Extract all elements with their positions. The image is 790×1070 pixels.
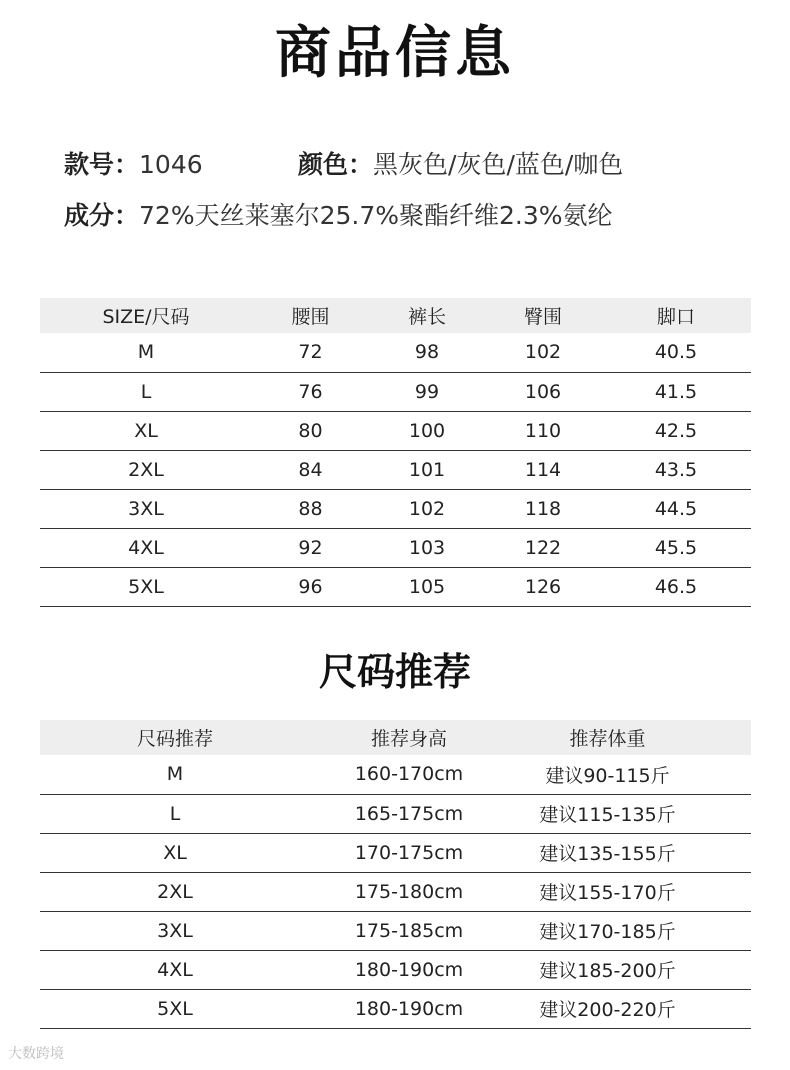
recommendation-spacer-cell — [707, 833, 751, 872]
size-chart-row — [40, 333, 751, 372]
size-chart-cell: 96 — [252, 567, 369, 606]
size-chart-table — [40, 298, 751, 607]
size-chart-cell: 80 — [252, 411, 369, 450]
size-chart-cell: 46.5 — [601, 567, 751, 606]
size-recommendation-table — [40, 720, 751, 1029]
size-chart-cell: 126 — [485, 567, 601, 606]
size-chart-cell: 102 — [369, 489, 485, 528]
size-chart-cell: 106 — [485, 372, 601, 411]
recommendation-cell: 5XL — [40, 989, 310, 1028]
recommendation-header-cell: 推荐身高 — [370, 728, 447, 750]
recommendation-row — [40, 911, 751, 950]
size-chart-cell: L — [40, 372, 252, 411]
size-chart-cell: 3XL — [40, 489, 252, 528]
size-chart-cell: 5XL — [40, 567, 252, 606]
color-value: 黑灰色/灰色/蓝色/咖色 — [373, 150, 624, 179]
recommendation-row — [40, 794, 751, 833]
size-chart-cell: XL — [40, 411, 252, 450]
size-chart-cell: 2XL — [40, 450, 252, 489]
size-chart-row — [40, 567, 751, 606]
recommendation-row — [40, 755, 751, 794]
recommendation-cell: M — [40, 755, 310, 794]
size-chart-cell: 76 — [252, 372, 369, 411]
size-chart-cell: 4XL — [40, 528, 252, 567]
size-chart-cell: 72 — [252, 333, 369, 372]
recommendation-header-cell: 尺码推荐 — [136, 728, 213, 750]
material-label: 成分： — [64, 201, 140, 230]
size-chart-row — [40, 450, 751, 489]
size-chart-cell: 44.5 — [601, 489, 751, 528]
size-chart-cell: 99 — [369, 372, 485, 411]
product-info-line-2 — [64, 199, 613, 233]
recommendation-spacer-cell — [707, 989, 751, 1028]
size-chart-cell: 102 — [485, 333, 601, 372]
recommendation-cell: 建议115-135斤 — [508, 794, 707, 833]
recommendation-cell: 160-170cm — [310, 755, 508, 794]
recommendation-cell: 175-180cm — [310, 872, 508, 911]
recommendation-cell: 建议200-220斤 — [508, 989, 707, 1028]
recommendation-cell: 建议170-185斤 — [508, 911, 707, 950]
size-chart-cell: 110 — [485, 411, 601, 450]
style-number-label: 款号： — [64, 150, 140, 179]
recommendation-cell: XL — [40, 833, 310, 872]
style-number-value: 1046 — [139, 150, 203, 179]
recommendation-cell: 180-190cm — [310, 950, 508, 989]
recommendation-cell: 180-190cm — [310, 989, 508, 1028]
size-chart-cell: 118 — [485, 489, 601, 528]
size-chart-header-cell: 裤长 — [407, 306, 446, 328]
size-chart-header-cell: SIZE/尺码 — [102, 306, 190, 328]
size-chart-cell: 45.5 — [601, 528, 751, 567]
size-chart-cell: 122 — [485, 528, 601, 567]
size-chart-cell: 88 — [252, 489, 369, 528]
size-chart-header-cell: 臀围 — [523, 306, 562, 328]
color-label: 颜色： — [298, 150, 374, 179]
recommendation-row — [40, 872, 751, 911]
size-chart-header-cell: 腰围 — [291, 306, 330, 328]
recommendation-header-cell: 推荐体重 — [569, 728, 646, 750]
size-chart-row — [40, 528, 751, 567]
watermark: 大数跨境 — [8, 1046, 64, 1062]
product-info-line-1 — [64, 148, 624, 182]
recommendation-cell: 2XL — [40, 872, 310, 911]
recommendation-cell: 4XL — [40, 950, 310, 989]
recommendation-cell: 建议135-155斤 — [508, 833, 707, 872]
recommendation-cell: 165-175cm — [310, 794, 508, 833]
size-chart-cell: 100 — [369, 411, 485, 450]
recommendation-spacer-cell — [707, 794, 751, 833]
size-chart-cell: 114 — [485, 450, 601, 489]
size-chart-row — [40, 489, 751, 528]
size-chart-row — [40, 411, 751, 450]
size-chart-header-row — [40, 298, 751, 333]
recommendation-row — [40, 833, 751, 872]
size-chart-cell: 42.5 — [601, 411, 751, 450]
recommendation-cell: 175-185cm — [310, 911, 508, 950]
recommendation-cell: L — [40, 794, 310, 833]
recommendation-cell: 170-175cm — [310, 833, 508, 872]
size-chart-cell: 105 — [369, 567, 485, 606]
recommendation-row — [40, 950, 751, 989]
size-recommendation-title: 尺码推荐 — [318, 650, 471, 694]
size-chart-cell: 84 — [252, 450, 369, 489]
page-title: 商品信息 — [275, 21, 515, 86]
size-chart-cell: 101 — [369, 450, 485, 489]
recommendation-spacer-cell — [707, 950, 751, 989]
size-chart-header-cell: 脚口 — [656, 306, 695, 328]
recommendation-header-spacer — [707, 720, 751, 755]
recommendation-cell: 3XL — [40, 911, 310, 950]
recommendation-spacer-cell — [707, 911, 751, 950]
recommendation-header-row — [40, 720, 751, 755]
size-chart-cell: 103 — [369, 528, 485, 567]
size-chart-cell: 92 — [252, 528, 369, 567]
recommendation-cell: 建议185-200斤 — [508, 950, 707, 989]
size-chart-row — [40, 372, 751, 411]
material-value: 72%天丝莱塞尔25.7%聚酯纤维2.3%氨纶 — [139, 201, 613, 230]
recommendation-cell: 建议155-170斤 — [508, 872, 707, 911]
size-chart-cell: 40.5 — [601, 333, 751, 372]
size-chart-cell: 43.5 — [601, 450, 751, 489]
size-chart-cell: M — [40, 333, 252, 372]
size-chart-cell: 98 — [369, 333, 485, 372]
recommendation-row — [40, 989, 751, 1028]
recommendation-cell: 建议90-115斤 — [508, 755, 707, 794]
recommendation-spacer-cell — [707, 872, 751, 911]
recommendation-spacer-cell — [707, 755, 751, 794]
size-chart-cell: 41.5 — [601, 372, 751, 411]
